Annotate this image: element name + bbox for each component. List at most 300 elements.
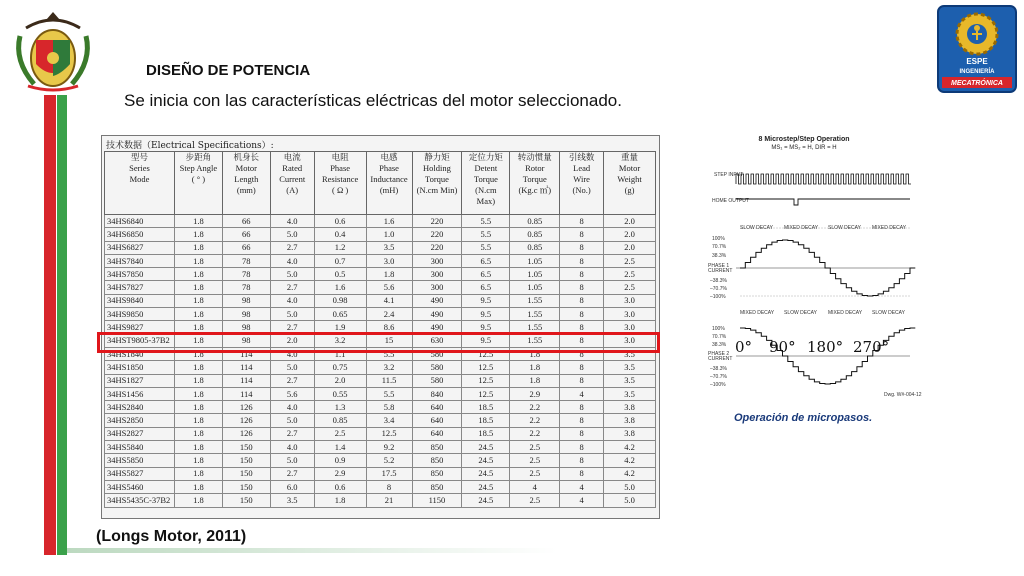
column-header: [462, 152, 510, 215]
diagram-dwg-ref: Dwg. W#-004-12: [884, 392, 922, 398]
table-cell: 6.5: [462, 281, 510, 294]
table-cell: 300: [412, 281, 462, 294]
table-cell: 5.0: [270, 414, 314, 427]
column-header: [560, 152, 604, 215]
table-cell: 1.2: [314, 241, 366, 254]
table-cell: 18.5: [462, 414, 510, 427]
table-cell: 0.6: [314, 215, 366, 228]
step-input-waveform: [736, 174, 911, 184]
table-cell: 9.5: [462, 294, 510, 307]
column-header: [366, 152, 412, 215]
table-cell: 4: [510, 480, 560, 493]
table-cell: 4.2: [604, 467, 656, 480]
table-cell: 1150: [412, 494, 462, 507]
table-cell: 1.8: [174, 294, 222, 307]
table-cell: 8: [560, 268, 604, 281]
table-cell: 1.55: [510, 308, 560, 321]
column-header-line: 电流: [283, 152, 301, 162]
table-cell: 98: [222, 308, 270, 321]
table-cell: 2.9: [510, 387, 560, 400]
table-row: [105, 494, 656, 507]
logo-line-1: ESPE: [966, 57, 988, 66]
table-cell: 1.8: [174, 401, 222, 414]
table-cell: 1.8: [174, 281, 222, 294]
table-cell: 8: [560, 308, 604, 321]
table-cell: 5.5: [462, 241, 510, 254]
table-cell: 3.2: [366, 361, 412, 374]
table-cell: 126: [222, 427, 270, 440]
table-cell: 0.6: [314, 480, 366, 493]
phase2-label-b: CURRENT: [708, 356, 733, 362]
column-header: [412, 152, 462, 215]
table-cell: 114: [222, 347, 270, 360]
table-cell: 2.0: [604, 215, 656, 228]
table-cell: 0.55: [314, 387, 366, 400]
table-cell: 0.85: [510, 215, 560, 228]
column-header-line: Resistance: [321, 174, 359, 184]
column-header-line: Step Angle: [179, 163, 218, 173]
p1-level-m100: –100%: [710, 294, 726, 300]
p2-level-m100: –100%: [710, 382, 726, 388]
table-cell: 5.0: [270, 228, 314, 241]
table-cell: 5.0: [270, 361, 314, 374]
table-cell: 1.8: [174, 268, 222, 281]
table-cell: 640: [412, 401, 462, 414]
table-cell: 1.9: [314, 321, 366, 334]
table-row: [105, 387, 656, 400]
table-cell: 0.4: [314, 228, 366, 241]
table-cell: 24.5: [462, 454, 510, 467]
table-cell: 1.0: [366, 228, 412, 241]
table-cell: 1.8: [174, 334, 222, 347]
column-header: [604, 152, 656, 215]
table-cell: 0.85: [314, 414, 366, 427]
table-cell: 1.8: [510, 374, 560, 387]
model-cell: 34HS2850: [105, 414, 175, 427]
angle-90: 90°: [769, 338, 796, 356]
table-cell: 114: [222, 387, 270, 400]
table-cell: 2.7: [270, 321, 314, 334]
model-cell: 34HS5840: [105, 441, 175, 454]
source-credit: (Longs Motor, 2011): [96, 528, 247, 545]
table-cell: 8: [560, 294, 604, 307]
model-cell: 34HS1827: [105, 374, 175, 387]
column-header-line: (N.cm: [475, 185, 497, 195]
table-cell: 8: [560, 241, 604, 254]
model-cell: 34HS5460: [105, 480, 175, 493]
slide-title: DISEÑO DE POTENCIA: [146, 62, 311, 79]
table-cell: 98: [222, 294, 270, 307]
table-cell: 2.0: [604, 241, 656, 254]
table-cell: 1.8: [174, 254, 222, 267]
table-cell: 1.8: [174, 480, 222, 493]
table-cell: 8: [366, 480, 412, 493]
table-cell: 15: [366, 334, 412, 347]
table-cell: 5.0: [270, 308, 314, 321]
p1-decay-4: MIXED DECAY: [872, 225, 907, 231]
table-header-row: [105, 152, 656, 215]
table-cell: 2.5: [604, 254, 656, 267]
table-cell: 0.85: [510, 241, 560, 254]
table-cell: 8: [560, 467, 604, 480]
table-cell: 1.8: [314, 494, 366, 507]
table-cell: 8: [560, 414, 604, 427]
table-cell: 8: [560, 347, 604, 360]
table-cell: 490: [412, 308, 462, 321]
table-cell: 1.6: [366, 215, 412, 228]
table-cell: 220: [412, 241, 462, 254]
table-cell: 8: [560, 374, 604, 387]
table-cell: 1.8: [174, 215, 222, 228]
table-row: [105, 480, 656, 493]
table-cell: 1.8: [174, 387, 222, 400]
table-cell: 5.6: [270, 387, 314, 400]
table-cell: 300: [412, 268, 462, 281]
table-cell: 126: [222, 401, 270, 414]
model-cell: 34HS6840: [105, 215, 175, 228]
table-cell: 12.5: [462, 347, 510, 360]
p1-decay-1: SLOW DECAY: [740, 225, 773, 231]
table-row: [105, 454, 656, 467]
column-header-line: Rated: [282, 163, 303, 173]
model-cell: 34HS7827: [105, 281, 175, 294]
table-cell: 5.0: [604, 480, 656, 493]
table-cell: 850: [412, 441, 462, 454]
table-cell: 1.8: [174, 374, 222, 387]
table-cell: 5.5: [462, 215, 510, 228]
table-cell: 3.0: [604, 308, 656, 321]
table-cell: 2.5: [314, 427, 366, 440]
table-cell: 66: [222, 228, 270, 241]
column-header-line: Torque: [473, 174, 498, 184]
p1-decay-3: SLOW DECAY: [828, 225, 861, 231]
table-cell: 1.8: [174, 427, 222, 440]
table-cell: 5.0: [604, 494, 656, 507]
table-cell: 3.0: [604, 334, 656, 347]
column-header-line: (Kg.c ㎡): [518, 185, 552, 195]
p2-level-100: 100%: [712, 326, 725, 332]
table-cell: 114: [222, 361, 270, 374]
p2-decay-2: SLOW DECAY: [784, 310, 817, 316]
logo-line-3: MECATRÓNICA: [951, 80, 1003, 87]
table-cell: 0.9: [314, 454, 366, 467]
table-cell: 5.5: [366, 387, 412, 400]
table-cell: 1.8: [174, 361, 222, 374]
model-cell: 34HST9805-37B2: [105, 334, 175, 347]
column-header: [270, 152, 314, 215]
table-cell: 2.7: [270, 467, 314, 480]
table-cell: 580: [412, 374, 462, 387]
bottom-fade-bar: [67, 548, 557, 553]
table-cell: 5.2: [366, 454, 412, 467]
table-row: [105, 215, 656, 228]
table-cell: 850: [412, 454, 462, 467]
column-header: [314, 152, 366, 215]
table-cell: 3.2: [314, 334, 366, 347]
table-cell: 150: [222, 467, 270, 480]
column-header-line: Wire: [573, 174, 590, 184]
spec-table: [104, 151, 656, 508]
table-cell: 5.8: [366, 401, 412, 414]
table-cell: 12.5: [462, 387, 510, 400]
table-cell: 1.05: [510, 281, 560, 294]
column-header-line: Mode: [129, 174, 150, 184]
model-cell: 34HS7840: [105, 254, 175, 267]
table-cell: 66: [222, 215, 270, 228]
table-cell: 2.5: [604, 281, 656, 294]
model-cell: 34HS6850: [105, 228, 175, 241]
table-cell: 24.5: [462, 467, 510, 480]
slide-subtitle: Se inicia con las características eléctricas del motor seleccionado.: [124, 91, 622, 110]
phase1-label-b: CURRENT: [708, 268, 733, 274]
table-cell: 2.9: [314, 467, 366, 480]
table-cell: 2.0: [314, 374, 366, 387]
table-cell: 5.6: [366, 281, 412, 294]
table-cell: 150: [222, 494, 270, 507]
table-cell: 3.5: [366, 241, 412, 254]
table-cell: 8: [560, 427, 604, 440]
table-cell: 1.8: [510, 361, 560, 374]
table-cell: 6.5: [462, 254, 510, 267]
table-row: [105, 374, 656, 387]
table-cell: 8: [560, 454, 604, 467]
table-cell: 5.5: [366, 347, 412, 360]
table-cell: 580: [412, 361, 462, 374]
model-cell: 34HS5850: [105, 454, 175, 467]
table-cell: 4: [560, 494, 604, 507]
table-cell: 150: [222, 441, 270, 454]
column-header-line: (mH): [379, 185, 399, 195]
step-input-label: STEP INPUT: [714, 172, 744, 178]
table-cell: 17.5: [366, 467, 412, 480]
model-cell: 34HS9840: [105, 294, 175, 307]
table-cell: 1.8: [174, 494, 222, 507]
table-cell: 24.5: [462, 441, 510, 454]
table-cell: 1.6: [314, 281, 366, 294]
column-header-line: Inductance: [370, 174, 408, 184]
column-header-line: Torque: [522, 174, 547, 184]
table-cell: 24.5: [462, 494, 510, 507]
table-cell: 3.5: [270, 494, 314, 507]
coat-of-arms-logo: [8, 6, 98, 94]
model-cell: 34HS9850: [105, 308, 175, 321]
table-body: [105, 215, 656, 508]
table-cell: 2.7: [270, 241, 314, 254]
table-row: [105, 268, 656, 281]
column-header-line: ( Ω ): [332, 185, 349, 195]
table-row: [105, 308, 656, 321]
table-cell: 78: [222, 281, 270, 294]
model-cell: 34HS6827: [105, 241, 175, 254]
table-cell: 0.85: [510, 228, 560, 241]
table-cell: 2.7: [270, 427, 314, 440]
model-cell: 34HS2840: [105, 401, 175, 414]
table-cell: 0.65: [314, 308, 366, 321]
table-cell: 1.8: [174, 308, 222, 321]
column-header-line: Phase: [379, 163, 399, 173]
column-header-line: Max): [476, 196, 496, 206]
p1-level-m70: –70.7%: [710, 286, 727, 292]
column-header-line: Detent: [474, 163, 498, 173]
table-cell: 0.7: [314, 254, 366, 267]
table-cell: 8: [560, 401, 604, 414]
p2-level-38: 38.3%: [712, 342, 727, 348]
table-cell: 8: [560, 321, 604, 334]
red-side-bar: [44, 95, 56, 555]
table-cell: 18.5: [462, 401, 510, 414]
table-cell: 1.8: [174, 454, 222, 467]
model-cell: 34HS7850: [105, 268, 175, 281]
angle-0: 0°: [735, 338, 753, 356]
table-cell: 220: [412, 215, 462, 228]
table-row: [105, 254, 656, 267]
column-header-line: 重量: [621, 152, 639, 162]
table-cell: 1.8: [174, 414, 222, 427]
table-row: [105, 427, 656, 440]
table-cell: 1.55: [510, 294, 560, 307]
table-cell: 24.5: [462, 480, 510, 493]
column-header-line: (A): [286, 185, 299, 195]
column-header-line: 步距角: [185, 152, 212, 162]
column-header-line: (N.cm Min): [416, 185, 458, 195]
table-cell: 2.5: [510, 494, 560, 507]
table-cell: 8: [560, 228, 604, 241]
p1-decay-2: MIXED DECAY: [784, 225, 819, 231]
table-cell: 4.2: [604, 441, 656, 454]
table-cell: 2.0: [604, 228, 656, 241]
table-cell: 4: [560, 480, 604, 493]
table-cell: 2.7: [270, 374, 314, 387]
column-header-line: 引线数: [568, 152, 595, 162]
column-header-line: 定位力矩: [468, 152, 503, 162]
table-cell: 4.0: [270, 441, 314, 454]
table-cell: 12.5: [366, 427, 412, 440]
table-cell: 1.55: [510, 321, 560, 334]
table-cell: 2.4: [366, 308, 412, 321]
column-header-line: Length: [234, 174, 259, 184]
table-cell: 5.0: [270, 268, 314, 281]
table-cell: 150: [222, 454, 270, 467]
diagram-caption: Operación de micropasos.: [734, 412, 873, 424]
table-cell: 8.6: [366, 321, 412, 334]
table-cell: 2.0: [270, 334, 314, 347]
table-cell: 4: [560, 387, 604, 400]
column-header-line: ( ° ): [191, 174, 206, 184]
table-cell: 4.0: [270, 347, 314, 360]
table-cell: 5.0: [270, 454, 314, 467]
model-cell: 34HS5827: [105, 467, 175, 480]
logo-line-2: INGENIERÍA: [959, 69, 995, 75]
table-cell: 8: [560, 361, 604, 374]
p1-level-m38: –38.3%: [710, 278, 727, 284]
table-cell: 3.5: [604, 387, 656, 400]
phase1-label-a: PHASE 1: [708, 263, 730, 269]
green-side-bar: [57, 95, 67, 555]
table-cell: 78: [222, 268, 270, 281]
table-cell: 11.5: [366, 374, 412, 387]
table-cell: 1.4: [314, 441, 366, 454]
table-row: [105, 241, 656, 254]
table-row: [105, 441, 656, 454]
table-cell: 21: [366, 494, 412, 507]
table-cell: 0.75: [314, 361, 366, 374]
table-row: [105, 281, 656, 294]
home-output-label: HOME OUTPUT: [712, 198, 749, 204]
table-cell: 4.1: [366, 294, 412, 307]
table-cell: 1.05: [510, 254, 560, 267]
table-cell: 3.0: [366, 254, 412, 267]
column-header-line: Torque: [425, 174, 449, 184]
column-header: [174, 152, 222, 215]
table-cell: 220: [412, 228, 462, 241]
table-cell: 1.8: [174, 321, 222, 334]
angle-180: 180°: [807, 338, 844, 356]
p2-decay-3: MIXED DECAY: [828, 310, 863, 316]
p2-decay-1: MIXED DECAY: [740, 310, 775, 316]
column-header-line: Weight: [617, 174, 642, 184]
table-cell: 18.5: [462, 427, 510, 440]
table-cell: 4.0: [270, 294, 314, 307]
column-header: [222, 152, 270, 215]
table-row: [105, 414, 656, 427]
table-cell: 1.1: [314, 347, 366, 360]
table-cell: 3.5: [604, 347, 656, 360]
table-cell: 126: [222, 414, 270, 427]
column-header-line: Lead: [573, 163, 591, 173]
p2-decay-4: SLOW DECAY: [872, 310, 905, 316]
column-header: [510, 152, 560, 215]
table-cell: 630: [412, 334, 462, 347]
table-cell: 78: [222, 254, 270, 267]
table-cell: 98: [222, 321, 270, 334]
electrical-specifications-table: [101, 135, 660, 519]
table-cell: 580: [412, 347, 462, 360]
column-header: [105, 152, 175, 215]
table-cell: 1.8: [174, 441, 222, 454]
table-cell: 1.8: [366, 268, 412, 281]
table-row: [105, 467, 656, 480]
table-cell: 9.5: [462, 321, 510, 334]
table-cell: 9.5: [462, 308, 510, 321]
table-cell: 640: [412, 414, 462, 427]
table-cell: 1.3: [314, 401, 366, 414]
table-cell: 12.5: [462, 374, 510, 387]
table-cell: 840: [412, 387, 462, 400]
column-header-line: 转动惯量: [517, 152, 552, 162]
table-cell: 4.0: [270, 254, 314, 267]
table-cell: 2.7: [270, 281, 314, 294]
column-header-line: (g): [624, 185, 635, 195]
angle-270: 270°: [853, 338, 890, 356]
table-cell: 2.5: [510, 441, 560, 454]
home-output-waveform: [736, 199, 910, 205]
table-cell: 0.98: [314, 294, 366, 307]
table-cell: 150: [222, 480, 270, 493]
table-caption: 技术数据（Electrical Specifications）:: [106, 141, 274, 151]
table-cell: 9.2: [366, 441, 412, 454]
table-cell: 3.5: [604, 361, 656, 374]
column-header-line: Phase: [330, 163, 351, 173]
diagram-title: 8 Microstep/Step Operation: [758, 136, 850, 143]
column-header-line: (mm): [236, 185, 256, 195]
p2-level-m38: –38.3%: [710, 366, 727, 372]
table-cell: 12.5: [462, 361, 510, 374]
p1-level-38: 38.3%: [712, 253, 727, 259]
table-cell: 2.2: [510, 414, 560, 427]
column-header-line: 型号: [130, 152, 148, 162]
table-cell: 2.5: [510, 467, 560, 480]
p1-level-70: 70.7%: [712, 244, 727, 250]
